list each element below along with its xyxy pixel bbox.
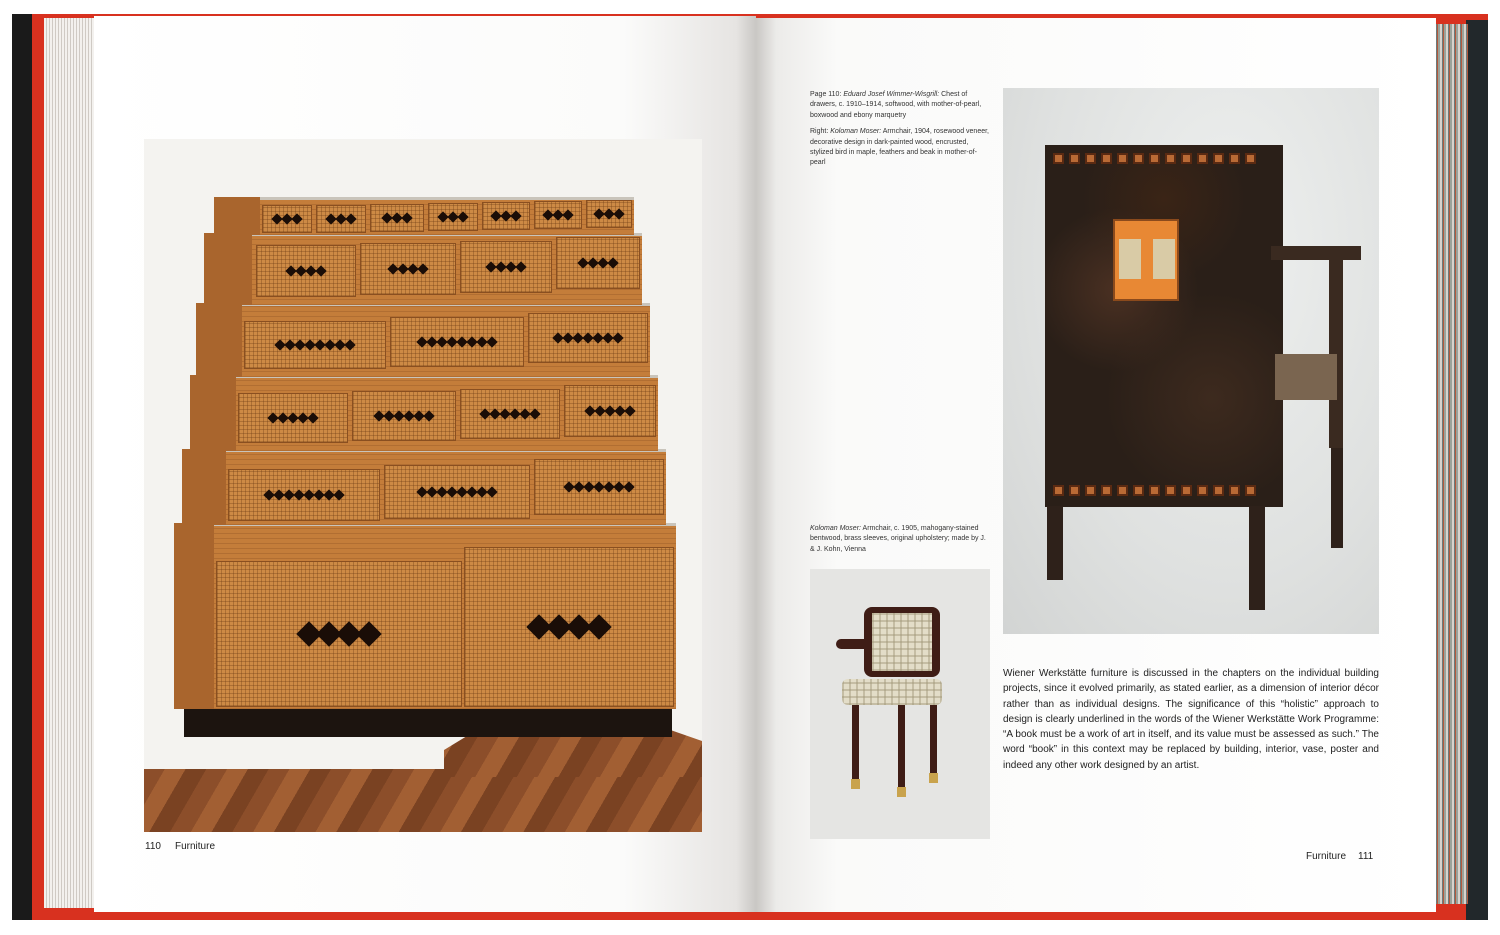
parquet-floor: [144, 769, 702, 832]
chest-tier-side: [204, 233, 252, 305]
body-paragraph: Wiener Werkstätte furniture is discussed in the chapters on the individual building projects, since it evolved primarily, as stated earlier, as a dimension of interior décor rather than as individual designs. The significance of this “holistic” approach to design is clearly underlined in the words of the Wiener Werkstätte Work Programme: “A book must be a work of art in itself, and its value must be assessed as such.” The word “book” in this context may be replaced by building, interior, vase, poster and indeed any other work designed by an artist.: [1003, 668, 1379, 771]
brass-sleeve: [929, 773, 938, 783]
page-number-right: 111: [1358, 851, 1374, 862]
bentwood-upholstery-back: [872, 613, 932, 671]
chest-tier-side: [190, 375, 236, 451]
drawer: [244, 321, 386, 369]
drawer: [428, 203, 478, 231]
bentwood-leg: [930, 705, 937, 775]
square-inlay-row-top: [1053, 153, 1256, 164]
bentwood-arm: [836, 639, 872, 649]
caption-chest: Page 110: Eduard Josef Wimmer-Wisgrill: Chest of drawers, c. 1910–1914, softwood, with mother-of-pearl, boxwood and ebony marquetry: [810, 91, 982, 119]
brass-sleeve: [851, 779, 860, 789]
cabinet-door-left: [216, 561, 462, 707]
drawer: [460, 389, 560, 439]
chest-tier-side: [196, 303, 242, 377]
drawer: [534, 201, 582, 229]
moser-armchair-photo: [1003, 88, 1379, 634]
armchair-seat: [1275, 354, 1337, 400]
drawer: [316, 205, 366, 233]
chest-tier-side: [214, 197, 260, 235]
brass-sleeve: [897, 787, 906, 797]
bentwood-leg: [852, 705, 859, 781]
drawer: [564, 385, 656, 437]
book-cover-edge-left: [12, 14, 32, 920]
bentwood-upholstery-seat: [842, 679, 942, 705]
armchair-backrest: [1045, 145, 1283, 507]
drawer: [256, 245, 356, 297]
armchair-leg: [1047, 506, 1063, 580]
stylized-bird-inlay: [1113, 219, 1179, 301]
caption-armchair-1904: Right: Koloman Moser: Armchair, 1904, rosewood veneer, decorative design in dark-painted wood, encrusted, stylized bird in maple, feathers and beak in mother-of-pearl: [810, 128, 989, 167]
chest-of-drawers-photo: [144, 139, 702, 832]
drawer: [482, 202, 530, 230]
chest-plinth: [184, 707, 672, 737]
bentwood-armchair-photo: [810, 569, 990, 839]
drawer: [534, 459, 664, 515]
book-cover-edge-right: [1466, 20, 1488, 920]
drawer: [556, 237, 640, 289]
drawer: [262, 205, 312, 233]
caption-top: [810, 90, 990, 175]
running-head-right: Furniture: [1306, 851, 1347, 862]
drawer: [352, 391, 456, 441]
drawer: [460, 241, 552, 293]
armchair-arm: [1271, 246, 1361, 260]
drawer: [238, 393, 348, 443]
bentwood-leg: [898, 705, 905, 789]
drawer: [586, 200, 632, 228]
cabinet-door-right: [464, 547, 674, 707]
running-head-left: Furniture: [175, 841, 216, 852]
drawer: [360, 243, 456, 295]
drawer: [390, 317, 524, 367]
armchair-arm-post: [1329, 248, 1343, 448]
armchair-leg: [1331, 448, 1343, 548]
armchair-leg: [1249, 506, 1265, 610]
page-number-left: 110: [145, 841, 161, 852]
square-inlay-row-bottom: [1053, 485, 1256, 496]
drawer: [384, 465, 530, 519]
chest-tier-side: [182, 449, 226, 525]
drawer: [528, 313, 648, 363]
drawer: [228, 469, 380, 521]
chest-tier-side: [174, 523, 214, 709]
drawer: [370, 204, 424, 232]
caption-bentwood: Koloman Moser: Armchair, c. 1905, mahogany-stained bentwood, brass sleeves, original upholstery; made by J. & J. Kohn, Vienna: [810, 525, 986, 553]
